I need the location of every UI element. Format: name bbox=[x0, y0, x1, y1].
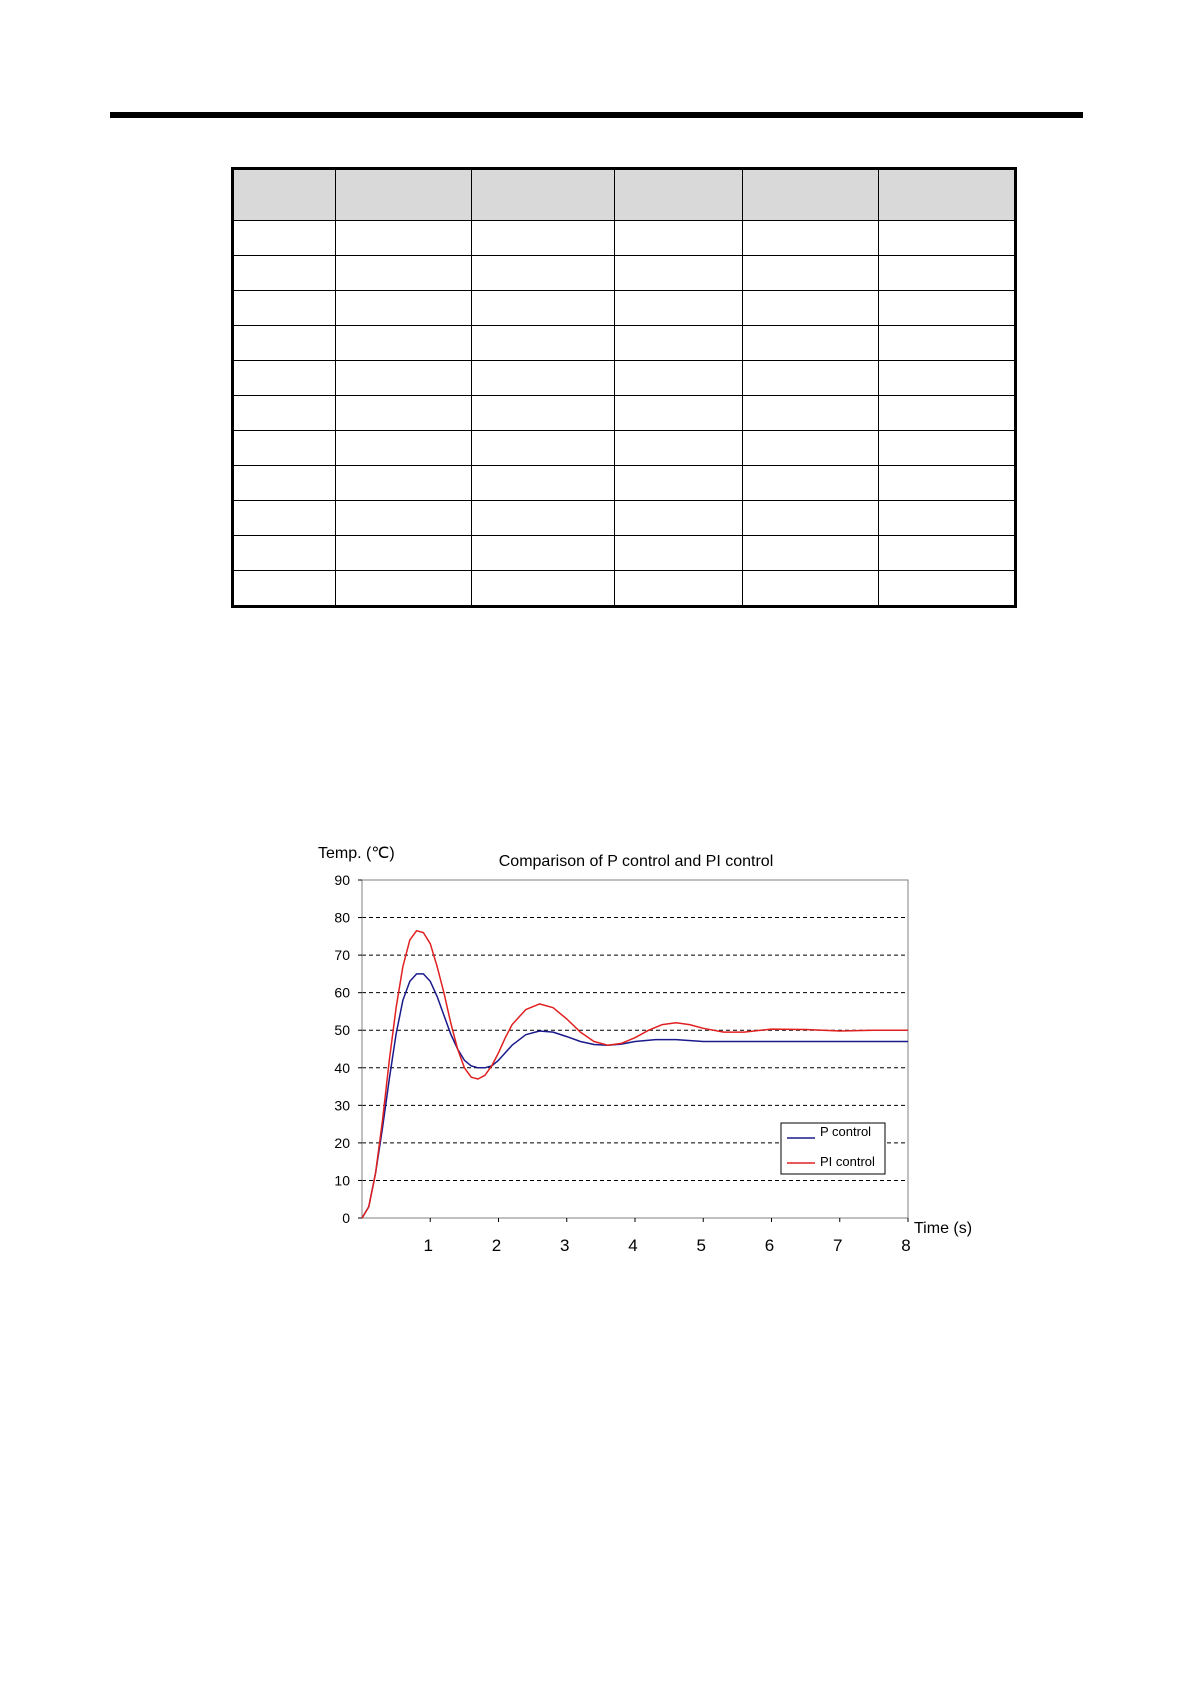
y-tick-label: 40 bbox=[334, 1059, 350, 1076]
x-tick-label: 4 bbox=[628, 1236, 638, 1255]
y-tick-label: 50 bbox=[334, 1022, 350, 1039]
y-tick-label: 30 bbox=[334, 1097, 350, 1114]
y-tick-labels bbox=[334, 872, 362, 1226]
x-tick-label: 5 bbox=[696, 1236, 706, 1255]
x-tick-label: 1 bbox=[423, 1236, 433, 1255]
y-axis-label: Temp. (℃) bbox=[318, 845, 395, 862]
y-tick-label: 60 bbox=[334, 984, 350, 1001]
x-tick-label: 3 bbox=[560, 1236, 570, 1255]
x-axis-label: Time (s) bbox=[914, 1220, 973, 1237]
x-tick-label: 6 bbox=[764, 1236, 775, 1255]
y-tick-label: 90 bbox=[334, 872, 350, 888]
legend-label-pi-control: PI control bbox=[820, 1154, 875, 1169]
x-tick-label: 8 bbox=[901, 1236, 911, 1255]
series-line-pi-control bbox=[362, 931, 908, 1218]
y-tick-label: 80 bbox=[334, 909, 350, 926]
y-tick-label: 10 bbox=[334, 1172, 350, 1189]
y-tick-label: 0 bbox=[342, 1210, 350, 1226]
chart-title: Comparison of P control and PI control bbox=[498, 853, 774, 870]
x-tick-label: 2 bbox=[491, 1236, 502, 1255]
y-tick-label: 20 bbox=[334, 1134, 350, 1151]
series-line-p-control bbox=[362, 974, 908, 1218]
y-tick-label: 70 bbox=[334, 947, 350, 964]
x-tick-labels bbox=[424, 1218, 911, 1255]
legend-label-p-control: P control bbox=[820, 1124, 872, 1139]
series-lines bbox=[362, 931, 908, 1218]
x-tick-label: 7 bbox=[833, 1236, 843, 1255]
legend bbox=[781, 1123, 885, 1174]
